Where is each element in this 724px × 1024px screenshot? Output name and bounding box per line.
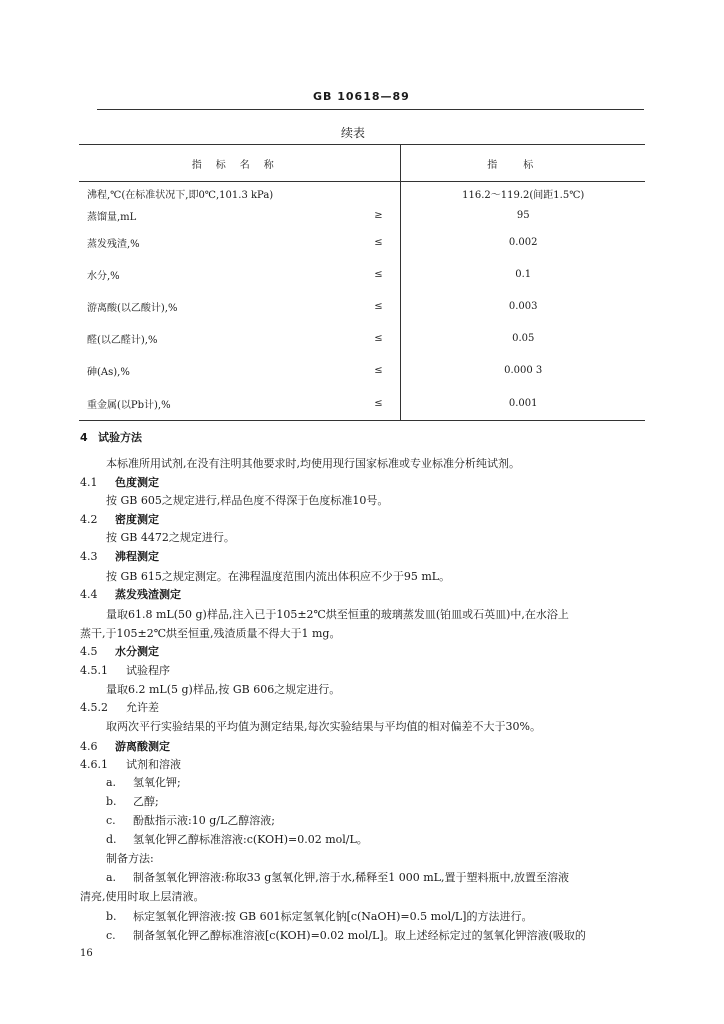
paragraph: 按 GB 605之规定进行,样品色度不得深于色度标准10号。 bbox=[106, 494, 389, 507]
section-number: 4.5 bbox=[80, 645, 98, 658]
row-name: 蒸发残渣,% bbox=[87, 238, 140, 250]
row-operator: ≤ bbox=[374, 236, 383, 248]
table-row bbox=[79, 258, 645, 290]
table-row bbox=[79, 204, 645, 226]
list-item: 制备氢氧化钾溶液:称取33 g氢氧化钾,溶于水,稀释至1 000 mL,置于塑料瓶中,放置至溶液 bbox=[133, 871, 569, 884]
section-heading: 试验方法 bbox=[98, 431, 142, 444]
paragraph: 本标准所用试剂,在没有注明其他要求时,均使用现行国家标准或专业标准分析纯试剂。 bbox=[106, 457, 520, 470]
list-item: 氢氧化钾; bbox=[133, 776, 181, 789]
section-number: 4.5.2 bbox=[80, 701, 108, 714]
table-row bbox=[79, 354, 645, 386]
row-value: 95 bbox=[401, 204, 645, 226]
paragraph: 按 GB 615之规定测定。在沸程温度范围内流出体积应不少于95 mL。 bbox=[106, 570, 451, 583]
list-item: 制备氢氧化钾乙醇标准溶液[c(KOH)=0.02 mol/L]。取上述经标定过的氢氧化钾溶液(吸取的 bbox=[133, 929, 586, 942]
section-number: 4.2 bbox=[80, 513, 98, 526]
specification-table bbox=[79, 144, 645, 421]
row-operator: ≥ bbox=[374, 209, 383, 221]
document-code: GB 10618—89 bbox=[313, 90, 410, 103]
row-name: 水分,% bbox=[87, 270, 120, 282]
list-marker: a. bbox=[106, 776, 117, 789]
row-name: 游离酸(以乙酸计),% bbox=[87, 302, 178, 314]
section-heading: 水分测定 bbox=[115, 645, 159, 658]
row-value: 0.000 3 bbox=[401, 354, 645, 386]
list-marker: c. bbox=[106, 814, 116, 827]
table-row bbox=[79, 386, 645, 421]
row-name: 蒸馏量,mL bbox=[87, 211, 137, 223]
section-number: 4.6 bbox=[80, 740, 98, 753]
row-operator: ≤ bbox=[374, 332, 383, 344]
list-item: 氢氧化钾乙醇标准溶液:c(KOH)=0.02 mol/L。 bbox=[133, 833, 368, 846]
table-header-row bbox=[79, 145, 645, 182]
section-number: 4.6.1 bbox=[80, 758, 108, 771]
paragraph: 按 GB 4472之规定进行。 bbox=[106, 531, 235, 544]
section-heading: 试验程序 bbox=[126, 664, 170, 677]
row-value: 0.1 bbox=[401, 258, 645, 290]
header-rule bbox=[97, 109, 644, 110]
table-caption: 续表 bbox=[341, 126, 366, 140]
section-heading: 游离酸测定 bbox=[115, 740, 170, 753]
paragraph: 量取6.2 mL(5 g)样品,按 GB 606之规定进行。 bbox=[106, 683, 341, 696]
section-number: 4.1 bbox=[80, 476, 98, 489]
column-header-name: 指标名称 bbox=[79, 145, 401, 182]
section-heading: 密度测定 bbox=[115, 513, 159, 526]
row-value: 0.05 bbox=[401, 322, 645, 354]
section-heading: 蒸发残渣测定 bbox=[115, 588, 181, 601]
section-number: 4.4 bbox=[80, 588, 98, 601]
section-number: 4 bbox=[80, 431, 88, 444]
row-operator: ≤ bbox=[357, 386, 401, 421]
paragraph: 取两次平行实验结果的平均值为测定结果,每次实验结果与平均值的相对偏差不大于30%。 bbox=[106, 720, 541, 733]
row-operator bbox=[357, 182, 401, 205]
row-value: 0.001 bbox=[401, 386, 645, 421]
row-value: 0.002 bbox=[401, 226, 645, 258]
section-number: 4.5.1 bbox=[80, 664, 108, 677]
table-row bbox=[79, 290, 645, 322]
list-marker: b. bbox=[106, 910, 117, 923]
row-name: 沸程,℃(在标准状况下,即0℃,101.3 kPa) bbox=[87, 189, 274, 201]
section-heading: 允许差 bbox=[126, 701, 159, 714]
section-number: 4.3 bbox=[80, 550, 98, 563]
section-heading: 试剂和溶液 bbox=[126, 758, 181, 771]
section-heading: 色度测定 bbox=[115, 476, 159, 489]
row-name: 醛(以乙醛计),% bbox=[87, 334, 158, 346]
list-marker: d. bbox=[106, 833, 117, 846]
paragraph: 制备方法: bbox=[106, 852, 154, 865]
row-name: 重金属(以Pb计),% bbox=[79, 386, 357, 421]
paragraph: 蒸干,于105±2℃烘至恒重,残渣质量不得大于1 mg。 bbox=[80, 627, 341, 640]
row-name: 砷(As),% bbox=[87, 366, 130, 378]
row-value: 0.003 bbox=[401, 290, 645, 322]
list-marker: a. bbox=[106, 871, 117, 884]
list-item: 乙醇; bbox=[133, 795, 159, 808]
table-row bbox=[79, 322, 645, 354]
list-item-continuation: 清亮,使用时取上层清液。 bbox=[80, 890, 205, 903]
list-item: 酚酞指示液:10 g/L乙醇溶液; bbox=[133, 814, 275, 827]
paragraph: 量取61.8 mL(50 g)样品,注入已于105±2℃烘至恒重的玻璃蒸发皿(铂皿或石英皿)中,在水浴上 bbox=[106, 608, 569, 621]
table-row bbox=[79, 182, 645, 205]
row-operator: ≤ bbox=[374, 364, 383, 376]
table-row bbox=[79, 226, 645, 258]
list-marker: b. bbox=[106, 795, 117, 808]
row-operator: ≤ bbox=[374, 300, 383, 312]
list-item: 标定氢氧化钾溶液:按 GB 601标定氢氧化钠[c(NaOH)=0.5 mol/L]的方法进行。 bbox=[133, 910, 533, 923]
list-marker: c. bbox=[106, 929, 116, 942]
row-value: 116.2～119.2(间距1.5℃) bbox=[401, 182, 645, 205]
section-heading: 沸程测定 bbox=[115, 550, 159, 563]
page-number: 16 bbox=[80, 948, 93, 959]
column-header-value: 指标 bbox=[401, 145, 645, 182]
row-operator: ≤ bbox=[374, 268, 383, 280]
